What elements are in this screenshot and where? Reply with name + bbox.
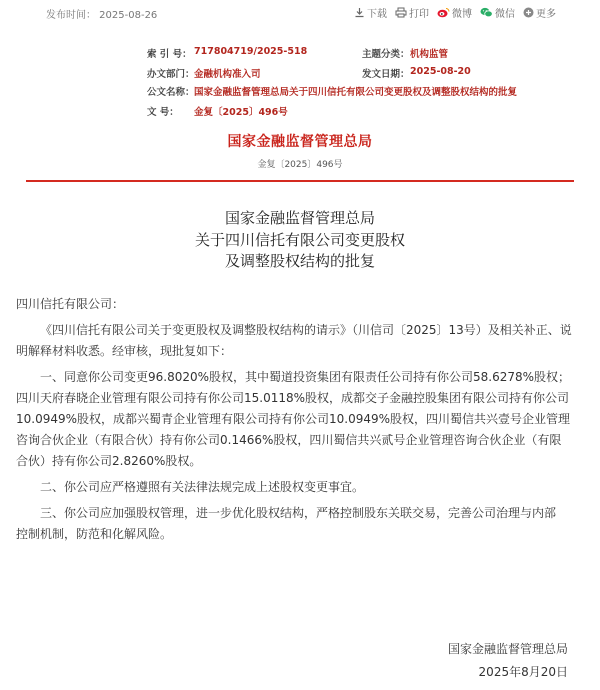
signature-org: 国家金融监督管理总局	[447, 642, 568, 656]
paragraph-line: 控制机制，防范和化解风险。	[16, 527, 173, 541]
doc-number: 金复〔2025〕496号	[257, 160, 343, 170]
signature-date: 2025年8月20日	[478, 665, 568, 679]
download-button[interactable]	[354, 5, 387, 20]
top-bar	[0, 0, 600, 24]
issuer-header: 国家金融监督管理总局	[227, 134, 373, 150]
doc-title-label: 公文名称：	[147, 87, 195, 98]
document-body	[16, 294, 586, 545]
paragraph-line: 咨询合伙企业（有限合伙）持有你公司0.1466%股权，四川蜀信共兴贰号企业管理咨询合伙企业（有限	[16, 433, 562, 447]
doc-number-label: 文 号：	[147, 107, 179, 118]
paragraph-line: 合伙）持有你公司2.8260%股权。	[16, 454, 202, 468]
category-value: 机构监管	[410, 49, 449, 60]
more-button[interactable]	[523, 5, 556, 20]
title-line: 国家金融监督管理总局	[224, 209, 375, 227]
document-title	[0, 208, 600, 273]
issue-date-value: 2025-08-20	[410, 66, 471, 77]
doc-title-value: 国家金融监督管理总局关于四川信托有限公司变更股权及调整股权结构的批复	[194, 87, 518, 98]
paragraph-line: 二、你公司应严格遵照有关法律法规完成上述股权变更事宜。	[40, 480, 365, 494]
department-value: 金融机构准入司	[194, 69, 261, 80]
paragraph-line: 明解释材料收悉。经审核，现批复如下：	[16, 344, 233, 358]
category-label: 主题分类：	[362, 49, 410, 60]
paragraph-line: 《四川信托有限公司关于变更股权及调整股权结构的请示》（川信司〔2025〕13号）及相关补正、说	[40, 323, 572, 337]
issue-date-label: 发文日期：	[362, 69, 410, 80]
title-line: 及调整股权结构的批复	[224, 252, 375, 270]
weibo-button[interactable]	[437, 5, 472, 20]
department-label: 办文部门：	[147, 69, 195, 80]
more-label: 更多	[536, 9, 556, 20]
download-label: 下载	[367, 9, 387, 20]
index-label: 索 引 号：	[147, 49, 192, 60]
more-icon	[523, 7, 534, 18]
addressee: 四川信托有限公司：	[16, 297, 125, 311]
weibo-label: 微博	[452, 9, 472, 20]
red-divider	[26, 180, 574, 182]
wechat-icon	[480, 7, 493, 18]
paragraph-line: 三、你公司应加强股权管理，进一步优化股权结构，严格控制股东关联交易，完善公司治理与内部	[40, 506, 557, 520]
paragraph-line: 10.0949%股权，成都兴蜀青企业管理有限公司持有你公司10.0949%股权，四川蜀信共兴壹号企业管理	[16, 412, 571, 426]
doc-number-value: 金复〔2025〕496号	[194, 107, 288, 118]
publish-date: 发布时间： 2025-08-26	[46, 10, 158, 21]
index-value: 717804719/2025-518	[194, 46, 308, 57]
paragraph-line: 一、同意你公司变更96.8020%股权，其中蜀道投资集团有限责任公司持有你公司58.6278%股权；	[40, 370, 571, 384]
share-actions	[354, 5, 556, 20]
wechat-button[interactable]	[480, 5, 515, 20]
print-icon	[395, 7, 407, 18]
download-icon	[354, 7, 365, 18]
paragraph-line: 四川天府春晓企业管理有限公司持有你公司15.0118%股权，成都交子金融控股集团有限公司持有你公司	[16, 391, 570, 405]
print-button[interactable]	[395, 5, 429, 20]
weibo-icon	[437, 7, 450, 18]
title-line: 关于四川信托有限公司变更股权	[194, 230, 405, 249]
print-label: 打印	[409, 9, 429, 20]
wechat-label: 微信	[495, 9, 515, 20]
